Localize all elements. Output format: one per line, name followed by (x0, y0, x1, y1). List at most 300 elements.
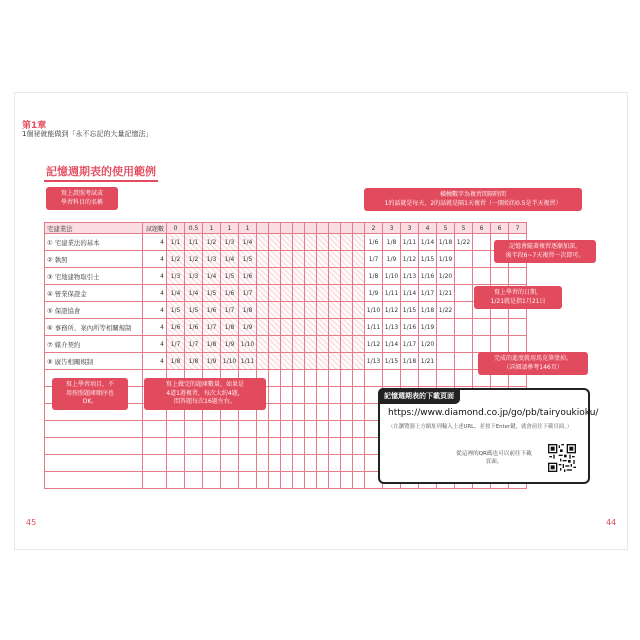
interval-header-cell: 1 (239, 223, 257, 234)
empty-cell (329, 438, 341, 455)
qr-code-icon[interactable] (548, 444, 576, 472)
empty-cell (341, 455, 353, 472)
date-cell: 1/1 (185, 234, 203, 251)
interval-header-cell (329, 223, 341, 234)
date-cell: 1/22 (437, 302, 455, 319)
subject-cell: ⑤ 保證協會 (45, 302, 143, 319)
date-cell: 1/4 (239, 234, 257, 251)
date-cell (281, 251, 293, 268)
empty-cell (383, 370, 401, 387)
date-cell: 1/20 (419, 336, 437, 353)
date-cell: 1/4 (185, 285, 203, 302)
date-cell: 1/6 (203, 302, 221, 319)
date-cell: 1/8 (203, 336, 221, 353)
empty-cell (185, 438, 203, 455)
empty-cell (269, 472, 281, 489)
date-cell: 1/14 (419, 234, 437, 251)
date-cell (281, 302, 293, 319)
empty-cell (185, 455, 203, 472)
date-cell (293, 336, 305, 353)
callout-study-date: 寫上學習的日期， 1/21就是指1月21日 (474, 286, 562, 309)
date-cell (473, 268, 491, 285)
date-cell: 1/6 (221, 285, 239, 302)
date-cell (293, 285, 305, 302)
table-row (45, 302, 527, 319)
date-cell (257, 285, 269, 302)
empty-cell (317, 438, 329, 455)
date-cell (341, 302, 353, 319)
empty-cell (353, 472, 365, 489)
interval-header-cell: 0 (167, 223, 185, 234)
empty-cell (317, 455, 329, 472)
date-cell (341, 336, 353, 353)
subject-cell: ① 宅建業法的基本 (45, 234, 143, 251)
empty-cell (293, 404, 305, 421)
empty-cell (45, 472, 143, 489)
empty-cell (305, 370, 317, 387)
interval-header-cell (269, 223, 281, 234)
date-cell (509, 319, 527, 336)
date-cell: 1/5 (221, 268, 239, 285)
empty-cell (281, 370, 293, 387)
date-cell (317, 268, 329, 285)
date-cell (353, 268, 365, 285)
date-cell (317, 251, 329, 268)
date-cell (257, 353, 269, 370)
date-cell (269, 285, 281, 302)
page-number-right: 44 (606, 518, 617, 527)
date-cell (329, 251, 341, 268)
date-cell: 1/18 (437, 234, 455, 251)
date-cell (353, 302, 365, 319)
date-cell: 1/9 (203, 353, 221, 370)
empty-cell (341, 404, 353, 421)
empty-cell (353, 370, 365, 387)
date-cell (257, 234, 269, 251)
date-cell: 1/11 (383, 285, 401, 302)
date-cell: 1/11 (365, 319, 383, 336)
interval-header-cell: 6 (473, 223, 491, 234)
date-cell: 1/14 (383, 336, 401, 353)
count-cell: 4 (143, 336, 167, 353)
chapter-subtitle: 1個祕就能做到「永不忘記的大量記憶法」 (22, 130, 153, 138)
date-cell (329, 285, 341, 302)
date-cell: 1/20 (437, 268, 455, 285)
date-cell (257, 319, 269, 336)
interval-header-cell: 7 (509, 223, 527, 234)
empty-cell (239, 455, 257, 472)
date-cell: 1/12 (401, 251, 419, 268)
count-cell: 4 (143, 251, 167, 268)
empty-cell (329, 421, 341, 438)
date-cell (491, 268, 509, 285)
date-cell (437, 319, 455, 336)
date-cell (341, 353, 353, 370)
date-cell: 1/5 (203, 285, 221, 302)
date-cell: 1/15 (419, 251, 437, 268)
date-cell: 1/18 (401, 353, 419, 370)
date-cell: 1/22 (455, 234, 473, 251)
interval-header-cell: 4 (419, 223, 437, 234)
empty-cell (317, 370, 329, 387)
callout-interval-desc: 橫軸數字為複習間隔時間 1的話就是每天，2的話就是隔1天複習（一開始的0.5是半天複習） (364, 188, 582, 211)
interval-header-cell: 5 (455, 223, 473, 234)
empty-cell (257, 472, 269, 489)
date-cell (455, 336, 473, 353)
date-cell (317, 353, 329, 370)
empty-cell (221, 472, 239, 489)
date-cell: 1/17 (401, 336, 419, 353)
date-cell (341, 234, 353, 251)
date-cell: 1/9 (383, 251, 401, 268)
date-cell: 1/9 (365, 285, 383, 302)
date-cell (329, 319, 341, 336)
empty-cell (317, 421, 329, 438)
date-cell (293, 268, 305, 285)
date-cell (317, 285, 329, 302)
date-cell (491, 336, 509, 353)
empty-cell (269, 455, 281, 472)
date-cell (269, 302, 281, 319)
date-cell (509, 268, 527, 285)
date-cell: 1/4 (203, 268, 221, 285)
date-cell (257, 268, 269, 285)
date-cell: 1/11 (401, 234, 419, 251)
date-cell (329, 268, 341, 285)
date-cell (455, 285, 473, 302)
interval-header-cell: 1 (221, 223, 239, 234)
download-url[interactable]: https://www.diamond.co.jp/go/pb/tairyoukioku/ (388, 408, 599, 418)
table-row (45, 234, 527, 251)
date-cell (281, 319, 293, 336)
page-number-left: 45 (26, 518, 37, 527)
table-row (45, 353, 527, 370)
date-cell (353, 336, 365, 353)
empty-cell (269, 404, 281, 421)
table-row (45, 319, 527, 336)
date-cell (329, 353, 341, 370)
date-cell (257, 302, 269, 319)
date-cell: 1/19 (437, 251, 455, 268)
date-cell (305, 319, 317, 336)
empty-cell (269, 370, 281, 387)
empty-cell (353, 455, 365, 472)
empty-cell (203, 472, 221, 489)
interval-header-cell (305, 223, 317, 234)
date-cell: 1/16 (419, 268, 437, 285)
empty-cell (329, 404, 341, 421)
empty-cell (293, 387, 305, 404)
empty-cell (257, 438, 269, 455)
date-cell (437, 336, 455, 353)
callout-interval-increase: 記憶會隨著複習逐漸加深， 後半段6~7天複習一次即可。 (494, 240, 596, 263)
empty-cell (269, 438, 281, 455)
interval-header-cell: 3 (401, 223, 419, 234)
empty-cell (305, 438, 317, 455)
date-cell (257, 336, 269, 353)
date-cell (455, 268, 473, 285)
empty-cell (167, 421, 185, 438)
empty-cell (203, 438, 221, 455)
empty-cell (281, 438, 293, 455)
date-cell: 1/21 (437, 285, 455, 302)
date-cell (317, 302, 329, 319)
date-cell: 1/7 (239, 285, 257, 302)
empty-cell (257, 421, 269, 438)
empty-cell (45, 455, 143, 472)
date-cell: 1/7 (167, 336, 185, 353)
date-cell: 1/12 (383, 302, 401, 319)
date-cell: 1/5 (167, 302, 185, 319)
date-cell (305, 234, 317, 251)
date-cell (473, 319, 491, 336)
subject-cell: ④ 營業保證金 (45, 285, 143, 302)
date-cell: 1/1 (167, 234, 185, 251)
empty-cell (257, 455, 269, 472)
empty-cell (317, 404, 329, 421)
date-cell (305, 336, 317, 353)
callout-items-note: 寫上學習項目，不 用按照題庫順序也 OK。 (52, 378, 128, 410)
date-cell (455, 251, 473, 268)
empty-cell (401, 370, 419, 387)
date-cell (341, 268, 353, 285)
empty-cell (221, 455, 239, 472)
date-cell (341, 319, 353, 336)
empty-cell (341, 438, 353, 455)
date-cell (269, 336, 281, 353)
date-cell (293, 251, 305, 268)
date-cell: 1/3 (167, 268, 185, 285)
empty-cell (353, 387, 365, 404)
empty-cell (329, 387, 341, 404)
section-title: 記憶週期表的使用範例 (44, 163, 158, 182)
date-cell (281, 268, 293, 285)
interval-header-cell (341, 223, 353, 234)
date-cell: 1/2 (203, 234, 221, 251)
date-cell: 1/14 (401, 285, 419, 302)
date-cell (305, 353, 317, 370)
date-cell: 1/6 (239, 268, 257, 285)
date-cell (329, 302, 341, 319)
date-cell (293, 353, 305, 370)
date-cell: 1/13 (365, 353, 383, 370)
empty-cell (329, 455, 341, 472)
date-cell (329, 336, 341, 353)
date-cell (269, 353, 281, 370)
date-cell: 1/13 (401, 268, 419, 285)
empty-cell (143, 455, 167, 472)
date-cell (353, 234, 365, 251)
empty-cell (281, 404, 293, 421)
date-cell (353, 285, 365, 302)
download-note: （在瀏覽器上方網址列輸入上述URL，並按下Enter鍵，就會前往下載頁面。） (388, 424, 573, 430)
empty-cell (353, 404, 365, 421)
empty-cell (305, 472, 317, 489)
table-row (45, 285, 527, 302)
empty-cell (239, 472, 257, 489)
callout-subject-name: 寫上證照考試或 學習科目的名稱 (46, 187, 118, 210)
date-cell (269, 251, 281, 268)
empty-cell (341, 421, 353, 438)
date-cell: 1/7 (203, 319, 221, 336)
date-cell (269, 319, 281, 336)
interval-header-cell (281, 223, 293, 234)
date-cell (455, 319, 473, 336)
empty-cell (143, 472, 167, 489)
date-cell (281, 285, 293, 302)
date-cell: 1/2 (185, 251, 203, 268)
empty-cell (305, 387, 317, 404)
empty-cell (293, 421, 305, 438)
empty-cell (167, 455, 185, 472)
date-cell (491, 319, 509, 336)
empty-cell (167, 472, 185, 489)
empty-cell (305, 421, 317, 438)
empty-cell (293, 370, 305, 387)
interval-header-cell: 2 (365, 223, 383, 234)
empty-cell (281, 387, 293, 404)
empty-cell (293, 455, 305, 472)
date-cell: 1/16 (401, 319, 419, 336)
date-cell: 1/10 (383, 268, 401, 285)
date-cell (281, 353, 293, 370)
date-cell: 1/3 (203, 251, 221, 268)
date-cell (305, 302, 317, 319)
date-cell: 1/8 (239, 302, 257, 319)
count-cell: 4 (143, 319, 167, 336)
empty-cell (143, 438, 167, 455)
date-cell (305, 285, 317, 302)
date-cell: 1/15 (383, 353, 401, 370)
date-cell: 1/12 (365, 336, 383, 353)
table-row (45, 251, 527, 268)
download-title: 記憶週期表的下載頁面 (378, 388, 460, 404)
empty-cell (281, 455, 293, 472)
interval-header-cell: 1 (203, 223, 221, 234)
date-cell (473, 234, 491, 251)
date-cell: 1/7 (185, 336, 203, 353)
date-cell: 1/6 (185, 319, 203, 336)
date-cell (317, 336, 329, 353)
table-row (45, 268, 527, 285)
empty-cell (269, 387, 281, 404)
date-cell (353, 319, 365, 336)
date-cell (353, 353, 365, 370)
date-cell (455, 353, 473, 370)
date-cell (437, 353, 455, 370)
date-cell (257, 251, 269, 268)
date-cell (293, 302, 305, 319)
date-cell: 1/9 (239, 319, 257, 336)
count-cell: 4 (143, 353, 167, 370)
empty-cell (239, 421, 257, 438)
empty-cell (419, 370, 437, 387)
empty-cell (143, 421, 167, 438)
chapter-heading: 第1章 (22, 121, 47, 131)
interval-header-cell (317, 223, 329, 234)
count-cell: 4 (143, 285, 167, 302)
empty-cell (221, 438, 239, 455)
callout-count-note: 寫上做完的題庫數量，如果是 4道1週複習，每次大約4題， 問答題每次16題左右。 (144, 378, 266, 410)
empty-cell (203, 421, 221, 438)
date-cell (341, 285, 353, 302)
qr-note: 從這裡的QR碼也可以前往下載頁面。 (456, 451, 532, 466)
date-cell: 1/4 (167, 285, 185, 302)
date-cell: 1/15 (401, 302, 419, 319)
date-cell: 1/5 (185, 302, 203, 319)
empty-cell (329, 472, 341, 489)
empty-cell (353, 438, 365, 455)
empty-cell (185, 421, 203, 438)
empty-cell (341, 387, 353, 404)
empty-cell (305, 404, 317, 421)
subject-cell: ⑦ 媒介契約 (45, 336, 143, 353)
interval-header-cell: 3 (383, 223, 401, 234)
date-cell: 1/3 (221, 234, 239, 251)
date-cell: 1/8 (365, 268, 383, 285)
interval-header-cell (257, 223, 269, 234)
date-cell: 1/17 (419, 285, 437, 302)
empty-cell (293, 472, 305, 489)
date-cell (281, 234, 293, 251)
date-cell: 1/5 (239, 251, 257, 268)
empty-cell (269, 421, 281, 438)
date-cell (473, 336, 491, 353)
date-cell: 1/10 (239, 336, 257, 353)
date-cell (317, 234, 329, 251)
interval-header-cell: 0.5 (185, 223, 203, 234)
date-cell: 1/8 (383, 234, 401, 251)
date-cell: 1/7 (365, 251, 383, 268)
empty-cell (221, 421, 239, 438)
date-cell: 1/2 (167, 251, 185, 268)
count-cell: 4 (143, 268, 167, 285)
date-cell: 1/6 (365, 234, 383, 251)
interval-header-cell: 5 (437, 223, 455, 234)
empty-cell (341, 370, 353, 387)
download-box (378, 388, 599, 484)
date-cell (269, 234, 281, 251)
date-cell (305, 251, 317, 268)
date-cell (317, 319, 329, 336)
header-count: 試題數 (143, 223, 167, 234)
date-cell (269, 268, 281, 285)
date-cell: 1/19 (419, 319, 437, 336)
table-row (45, 336, 527, 353)
subject-cell: ⑧ 廣告相關規制 (45, 353, 143, 370)
date-cell: 1/4 (221, 251, 239, 268)
date-cell: 1/6 (167, 319, 185, 336)
empty-cell (167, 438, 185, 455)
date-cell (293, 319, 305, 336)
subject-cell: ③ 宅地建物取引士 (45, 268, 143, 285)
subject-cell: ② 執照 (45, 251, 143, 268)
empty-cell (437, 370, 455, 387)
empty-cell (455, 370, 473, 387)
count-cell: 4 (143, 234, 167, 251)
interval-header-cell (293, 223, 305, 234)
table-header-row (45, 223, 527, 234)
date-cell: 1/3 (185, 268, 203, 285)
date-cell (455, 302, 473, 319)
header-subject: 宅建業法 (45, 223, 143, 234)
date-cell: 1/10 (221, 353, 239, 370)
interval-header-cell: 6 (491, 223, 509, 234)
date-cell: 1/10 (365, 302, 383, 319)
empty-cell (45, 438, 143, 455)
date-cell: 1/13 (383, 319, 401, 336)
subject-cell: ⑥ 事務所、案內所等相關規制 (45, 319, 143, 336)
